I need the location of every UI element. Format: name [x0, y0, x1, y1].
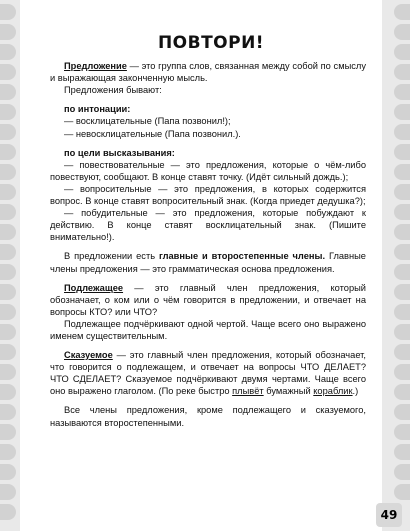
- purpose-heading: по цели высказывания:: [64, 147, 175, 158]
- right-tab-strip: [388, 0, 410, 531]
- subject-note: Подлежащее подчёркивают одной чертой. Чаще всего оно выражено именем существительным.: [50, 318, 366, 341]
- purpose-item: — побудительные — это предложения, которые побуждают к действию. В конце ставят восклицательный знак. (Пишите внимательно!).: [50, 208, 366, 243]
- members-pre: В предложении есть: [64, 251, 159, 262]
- members-paragraph: [50, 250, 366, 274]
- subject-paragraph: [50, 282, 366, 318]
- predicate-example-mid: бумажный: [263, 386, 314, 397]
- definition-paragraph: [50, 60, 366, 84]
- subject-text: — это главный член предложения, который обозначает, о ком или о чём говорится в предложении, и отвечает на вопросы КТО? или ЧТО?: [50, 282, 366, 317]
- definition-term: Предложение: [64, 61, 127, 72]
- page-title: ПОВТОРИ!: [157, 33, 265, 53]
- intonation-item: — восклицательные (Папа позвонил!);: [64, 116, 231, 127]
- members-bold: главные и второстепенные члены.: [158, 251, 326, 262]
- page-content: [50, 33, 366, 429]
- members-post: Главные члены предложения — это грамматическая основа предложения.: [50, 251, 366, 274]
- purpose-item: — повествовательные — это предложения, которые о чём-либо повествуют, сообщают. В конце ставят точку. (Идёт сильный дождь.);: [50, 159, 366, 182]
- predicate-example-noun: кораблик: [313, 386, 353, 397]
- intonation-heading: по интонации:: [64, 104, 131, 115]
- definition-text: — это группа слов, связанная между собой по смыслу и выражающая законченную мысль.: [50, 61, 366, 84]
- predicate-text: — это главный член предложения, который обозначает, что говорится о подлежащем, и отвечает на вопросы ЧТО ДЕЛАЕТ? ЧТО СДЕЛАЕТ? Сказуемое подчёркивают двумя чертами. Чаще всего оно выражено глаголом. (По реке быстро: [50, 350, 366, 397]
- predicate-paragraph: [50, 349, 366, 397]
- purpose-item: — вопросительные — это предложения, в которых содержится вопрос. В конце ставят вопросительный знак. (Когда приедет дедушка?);: [50, 183, 366, 207]
- page-sheet: [20, 0, 382, 531]
- kinds-intro: Предложения бывают:: [64, 85, 162, 96]
- subject-term: Подлежащее: [64, 282, 124, 293]
- predicate-term: Сказуемое: [64, 350, 113, 361]
- page-number: 49: [376, 503, 402, 527]
- intonation-item: — невосклицательные (Папа позвонил.).: [64, 128, 241, 139]
- predicate-example-end: .): [352, 386, 359, 397]
- secondary-paragraph: Все члены предложения, кроме подлежащего и сказуемого, называются второстепенными.: [50, 405, 366, 428]
- left-tab-strip: [0, 0, 22, 531]
- predicate-example-verb: плывёт: [232, 386, 264, 397]
